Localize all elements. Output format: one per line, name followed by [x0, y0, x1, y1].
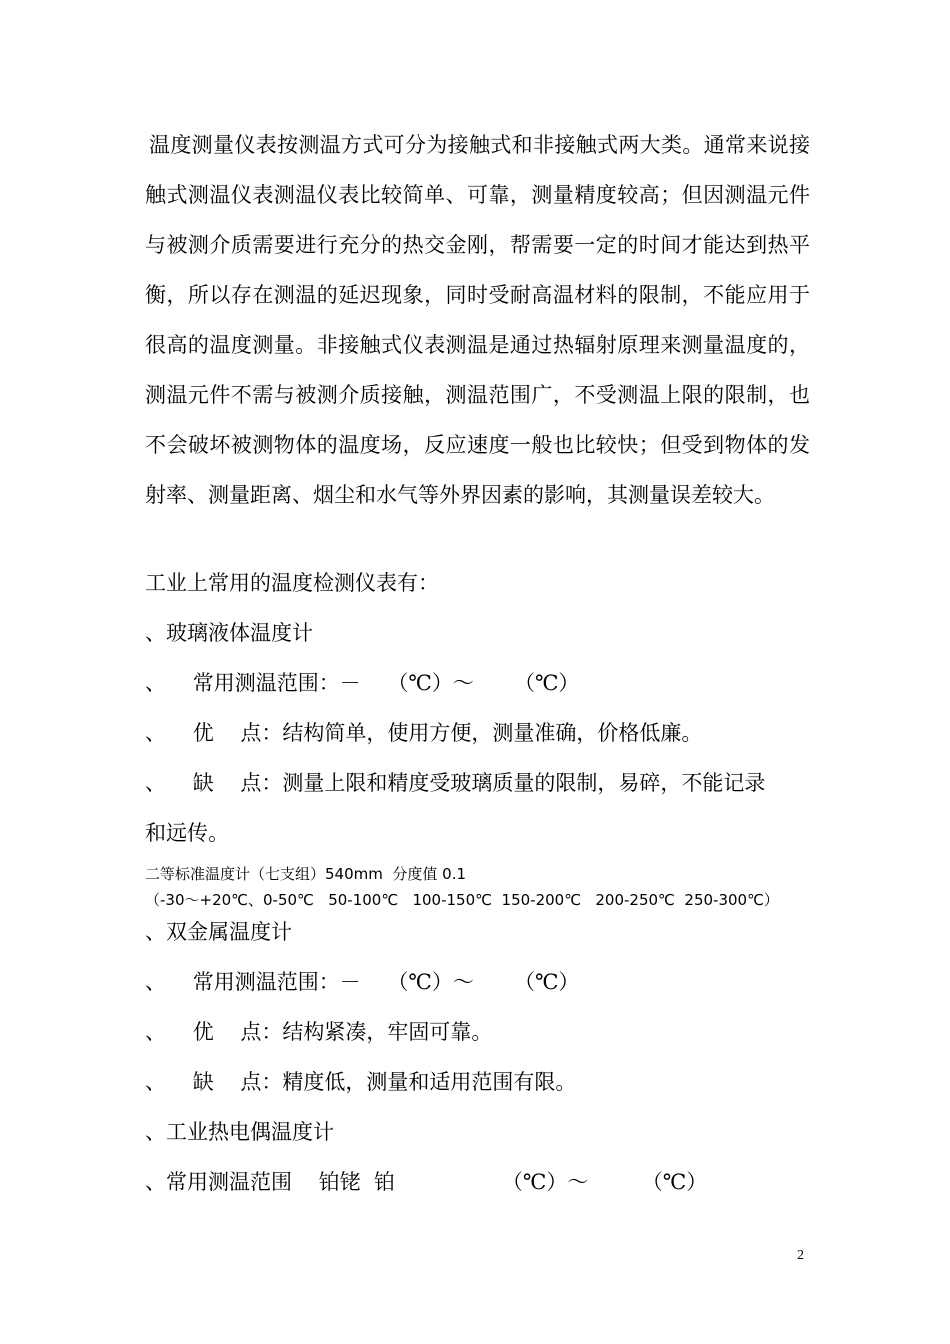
bimetal-range: 、 常用测温范围：－ （℃）～ （℃）: [145, 970, 580, 994]
intro-paragraph: 温度测量仪表按测温方式可分为接触式和非接触式两大类。通常来说接触式测温仪表测温仪表比较简单、可靠，测量精度较高；但因测温元件与被测介质需要进行充分的热交金刚，帮需要一定的时间才能达到热平衡，所以存在测温的延迟现象，同时受耐高温材料的限制，不能应用于很高的温度测量。非接触式仪表测温是通过热辐射原理来测量温度的，测温元件不需与被测介质接触，测温范围广，不受测温上限的限制，也不会破坏被测物体的温度场，反应速度一般也比较快；但受到物体的发射率、测量距离、烟尘和水气等外界因素的影响，其测量误差较大。: [145, 133, 810, 507]
glass-note-line1: 二等标准温度计（七支组）540mm 分度值 0.1: [145, 865, 467, 883]
glass-cons-line1: 、 缺 点：测量上限和精度受玻璃质量的限制，易碎，不能记录: [145, 771, 766, 795]
bimetal-pros: 、 优 点：结构紧凑，牢固可靠。: [145, 1020, 493, 1044]
page-number: 2: [797, 1248, 804, 1263]
glass-range: 、 常用测温范围：－ （℃）～ （℃）: [145, 671, 580, 695]
thermocouple-title: 、工业热电偶温度计: [145, 1120, 334, 1144]
glass-pros: 、 优 点：结构简单，使用方便，测量准确，价格低廉。: [145, 721, 703, 745]
bimetal-cons: 、 缺 点：精度低，测量和适用范围有限。: [145, 1070, 577, 1094]
bimetal-thermometer-title: 、双金属温度计: [145, 920, 292, 944]
glass-note-line2: （-30～+20℃、0-50℃ 50-100℃ 100-150℃ 150-200℃ 200-250℃ 250-300℃）: [145, 891, 779, 909]
glass-cons-line2: 和远传。: [145, 821, 229, 845]
glass-thermometer-title: 、玻璃液体温度计: [145, 621, 313, 645]
list-intro: 工业上常用的温度检测仪表有：: [145, 571, 439, 595]
thermocouple-range: 、常用测温范围 铂铑 铂 （℃）～ （℃）: [145, 1170, 708, 1194]
